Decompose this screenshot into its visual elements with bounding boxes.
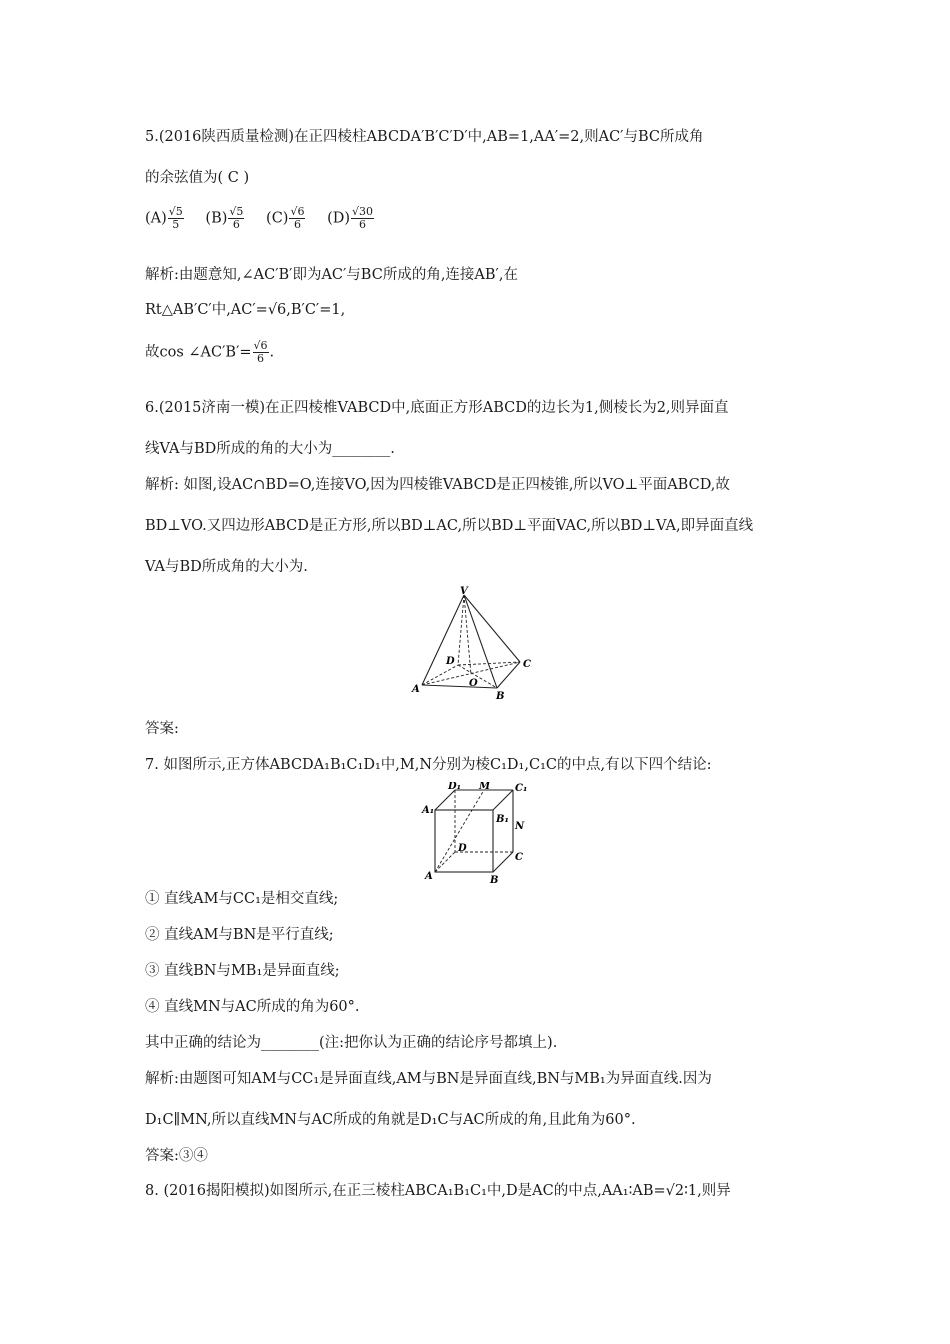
q7-item-2: ② 直线AM与BN是平行直线; [145,927,334,943]
q6-stem-line1: 6.(2015济南一模)在正四棱椎VABCD中,底面正方形ABCD的边长为1,侧棱长为2,则异面直 [145,400,729,416]
q5-option-c: (C) $\frac{√6}{6}$ [266,205,305,231]
q5-options [145,206,391,231]
label-d: D [458,843,467,854]
q5-stem-line2: 的余弦值为( C ) [145,170,250,186]
label-c: C [523,659,531,670]
q8-stem: 8. (2016揭阳模拟)如图所示,在正三棱柱ABCA₁B₁C₁中,D是AC的中点,AA₁∶AB=√2∶1,则异 [145,1183,731,1199]
q5-option-d: (D) $\frac{√30}{6}$ [327,205,374,231]
q7-prompt: 其中正确的结论为________(注:把你认为正确的结论序号都填上). [145,1035,558,1051]
q6-solution-line2: BD⊥VO.又四边形ABCD是正方形,所以BD⊥AC,所以BD⊥平面VAC,所以BD⊥VA,即异面直线 [145,518,754,534]
label-b: B [496,691,505,702]
label-b1: B₁ [496,814,509,825]
label-b: B [490,875,499,886]
q5-stem-line1: 5.(2016陕西质量检测)在正四棱柱ABCDA′B′C′D′中,AB=1,AA′=2,则AC′与BC所成角 [145,129,704,145]
q6-stem-line2: 线VA与BD所成的角的大小为________. [145,441,395,457]
q5-solution-line1: 解析:由题意知,∠AC′B′即为AC′与BC所成的角,连接AB′,在 [145,267,518,283]
q7-solution-line1: 解析:由题图可知AM与CC₁是异面直线,AM与BN是异面直线,BN与MB₁为异面直线.因为 [145,1071,712,1087]
label-m: M [479,782,491,792]
label-o: O [469,678,478,689]
q5-solution-line2: Rt△AB′C′中,AC′=√6,B′C′=1, [145,302,346,318]
q7-answer: 答案:③④ [145,1148,208,1164]
label-d1: D₁ [448,782,462,792]
q6-solution-line3: VA与BD所成角的大小为. [145,559,308,575]
q7-stem: 7. 如图所示,正方体ABCDA₁B₁C₁D₁中,M,N分别为棱C₁D₁,C₁C的中点,有以下四个结论: [145,757,712,773]
label-a: A [412,684,420,695]
q7-item-3: ③ 直线BN与MB₁是异面直线; [145,963,340,979]
cube-figure [420,782,535,888]
q5-solution-line3: 故cos ∠AC′B′= $\frac{√6}{6}$ . [145,339,275,365]
label-v: V [460,586,468,597]
label-c1: C₁ [515,783,528,794]
label-d: D [446,656,455,667]
pyramid-figure [410,585,545,703]
label-a1: A₁ [422,805,435,816]
q6-answer: 答案: [145,721,179,737]
q7-item-4: ④ 直线MN与AC所成的角为60°. [145,999,360,1015]
label-a: A [425,871,433,882]
label-c: C [515,852,523,863]
q5-option-b: (B) $\frac{√5}{6}$ [205,205,244,231]
q7-solution-line2: D₁C∥MN,所以直线MN与AC所成的角就是D₁C与AC所成的角,且此角为60°. [145,1112,636,1128]
q5-option-a: (A) $\frac{√5}{5}$ [145,205,183,231]
q7-item-1: ① 直线AM与CC₁是相交直线; [145,891,339,907]
label-n: N [515,821,525,832]
q6-solution-line1: 解析: 如图,设AC∩BD=O,连接VO,因为四棱锥VABCD是正四棱锥,所以VO⊥平面ABCD,故 [145,477,730,493]
